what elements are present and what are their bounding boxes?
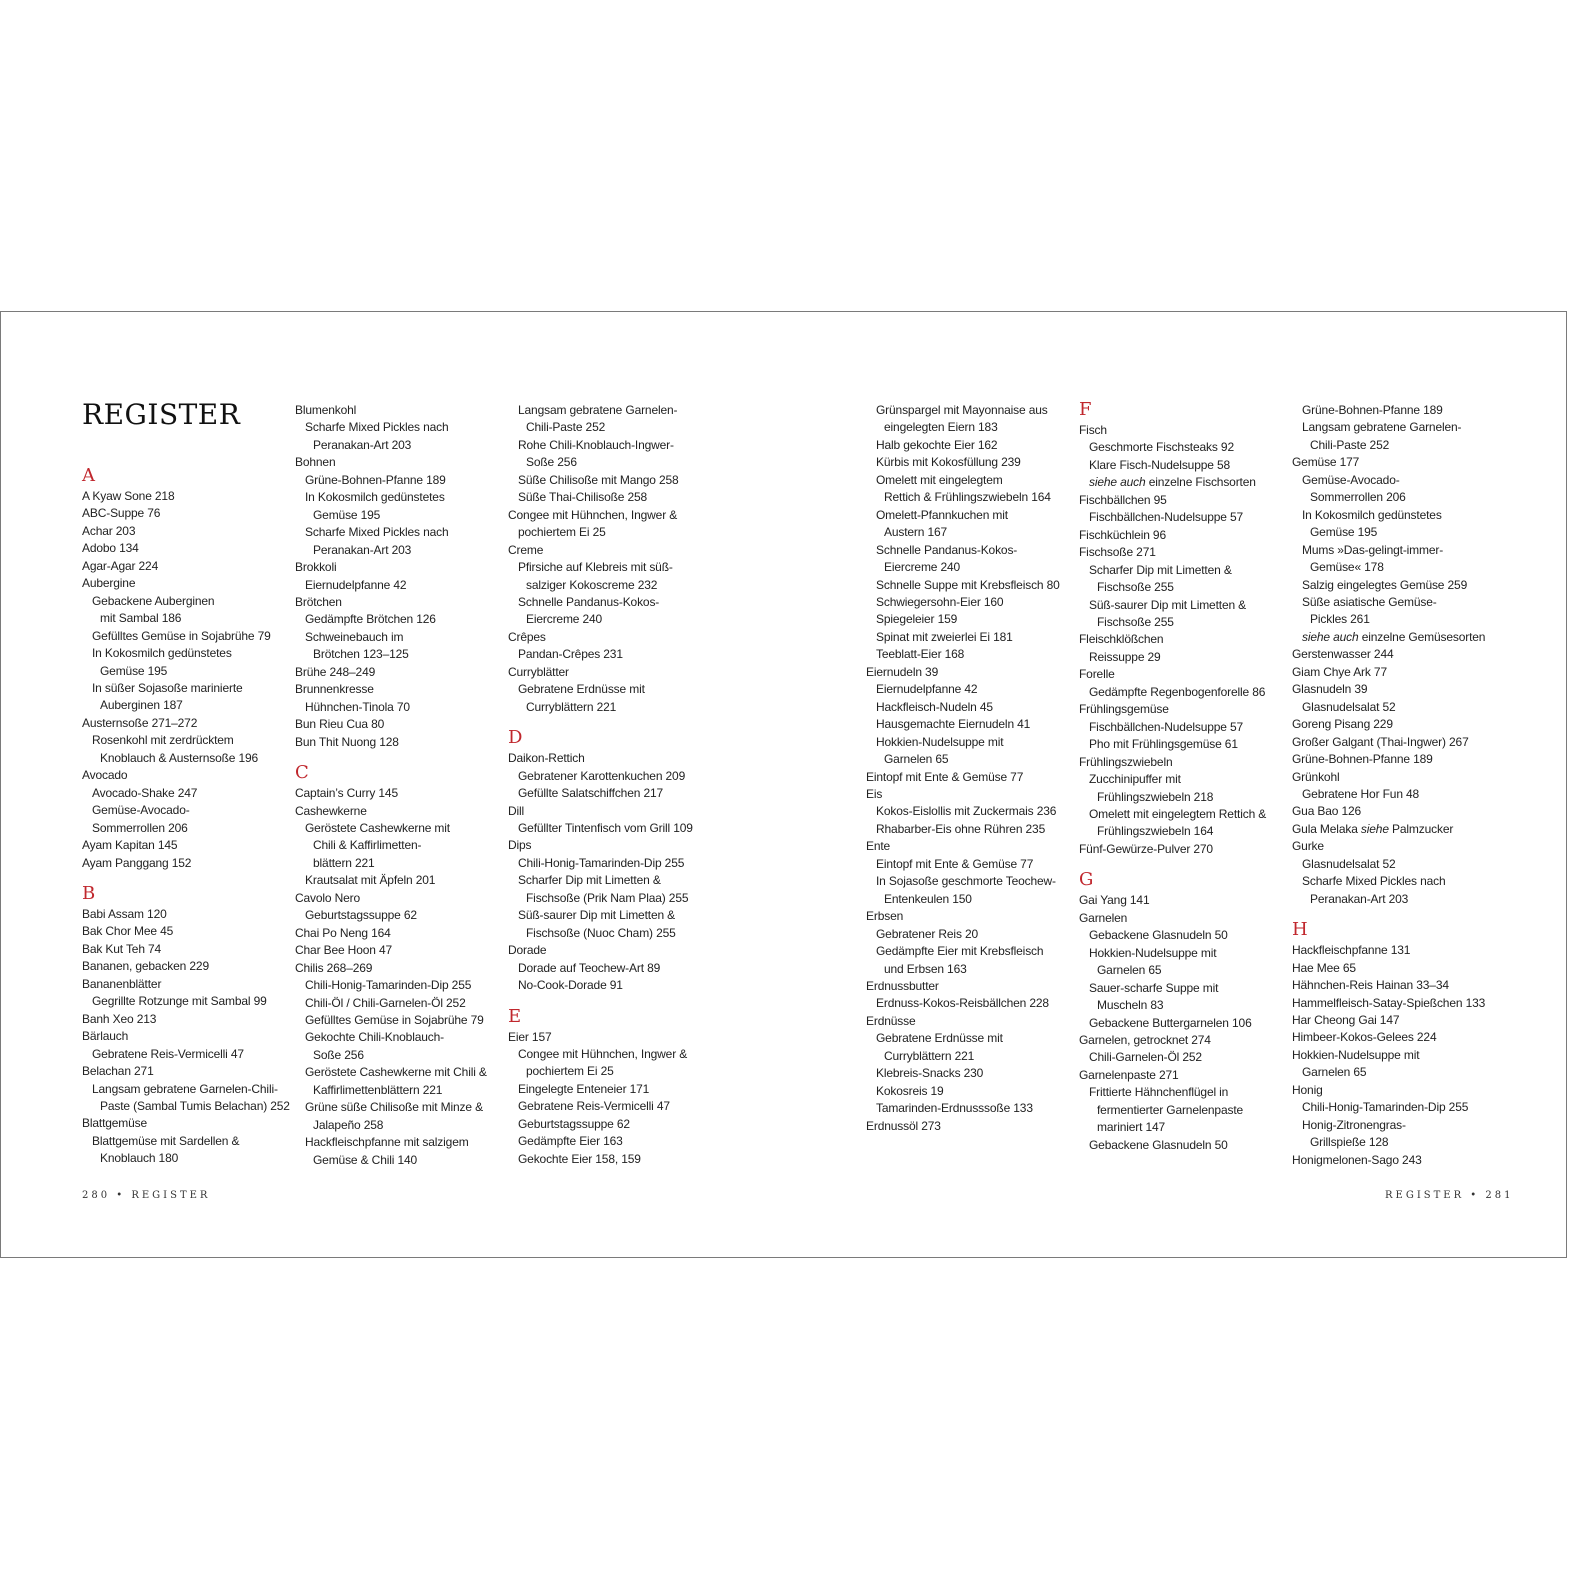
index-subentry: Geschmorte Fischsteaks 92: [1089, 440, 1234, 455]
index-subentry: Gedämpfte Regenbogenforelle 86: [1089, 684, 1266, 699]
index-subentry: Schweinebauch im: [305, 629, 404, 644]
index-subentry: Eiercreme 240: [526, 612, 603, 627]
index-entry: Gai Yang 141: [1079, 893, 1150, 908]
index-subentry: Gedämpfte Brötchen 126: [305, 612, 436, 627]
index-subentry: Pho mit Frühlingsgemüse 61: [1089, 737, 1238, 752]
index-subentry: Süße Chilisoße mit Mango 258: [518, 472, 679, 487]
index-entry: Agar-Agar 224: [82, 558, 159, 573]
index-entry: Curryblätter: [508, 664, 569, 679]
index-entry: Bun Thit Nuong 128: [295, 734, 399, 749]
index-subentry: Gebratene Hor Fun 48: [1302, 786, 1420, 801]
index-subentry: mit Sambal 186: [100, 611, 182, 626]
index-entry: Cashewkerne: [295, 803, 367, 818]
index-subentry: In süßer Sojasoße marinierte: [92, 680, 243, 695]
index-entry: Forelle: [1079, 667, 1115, 682]
index-entry: Gua Bao 126: [1292, 804, 1362, 819]
index-subentry: Süße asiatische Gemüse-: [1302, 594, 1437, 609]
section-letter: E: [508, 1005, 522, 1027]
index-entry: Fleischklößchen: [1079, 632, 1164, 647]
index-subentry: In Kokosmilch gedünstetes: [305, 490, 445, 505]
index-entry: Hähnchen-Reis Hainan 33–34: [1292, 978, 1449, 993]
index-entry: Honig: [1292, 1082, 1323, 1097]
index-subentry: Frühlingszwiebeln 164: [1097, 824, 1214, 839]
index-subentry: Eiernudelpfanne 42: [305, 577, 407, 592]
index-subentry: Hackfleisch-Nudeln 45: [876, 699, 993, 714]
index-subentry: Langsam gebratene Garnelen-: [1302, 420, 1462, 435]
index-entry: Bärlauch: [82, 1029, 129, 1044]
index-column-4: [866, 402, 1060, 1135]
index-subentry: Gekochte Chili-Knoblauch-: [305, 1030, 444, 1045]
index-subentry: Sommerrollen 206: [92, 820, 188, 835]
index-subentry: Geburtstagssuppe 62: [305, 908, 417, 923]
index-subentry: Scharfe Mixed Pickles nach: [1302, 874, 1446, 889]
index-subentry: Hokkien-Nudelsuppe mit: [876, 734, 1004, 749]
index-subentry: Teeblatt-Eier 168: [876, 647, 965, 662]
index-subentry: Chili-Honig-Tamarinden-Dip 255: [518, 855, 685, 870]
index-subentry: Fischsoße (Nuoc Cham) 255: [526, 925, 676, 940]
index-entry: Bohnen: [295, 455, 336, 470]
index-subentry: Fischbällchen-Nudelsuppe 57: [1089, 510, 1244, 525]
index-subentry: Gekochte Eier 158, 159: [518, 1151, 641, 1166]
index-entry: Eiernudeln 39: [866, 664, 939, 679]
index-entry: Ayam Panggang 152: [82, 855, 192, 870]
index-subentry: Gebackene Glasnudeln 50: [1089, 1137, 1228, 1152]
index-entry: Gerstenwasser 244: [1292, 647, 1394, 662]
index-entry: Brokkoli: [295, 560, 337, 575]
index-entry: Bananen, gebacken 229: [82, 959, 209, 974]
index-subentry: Gebratener Reis 20: [876, 926, 979, 941]
index-subentry: Kokos-Eislollis mit Zuckermais 236: [876, 804, 1057, 819]
index-subentry: Entenkeulen 150: [884, 891, 972, 906]
index-subentry: blättern 221: [313, 855, 375, 870]
index-subentry: Reissuppe 29: [1089, 649, 1161, 664]
index-subentry: Honig-Zitronengras-: [1302, 1117, 1406, 1132]
index-entry: Daikon-Rettich: [508, 751, 585, 766]
section-letter: D: [508, 727, 523, 749]
index-entry: Frühlingszwiebeln: [1079, 754, 1173, 769]
index-entry: Fünf-Gewürze-Pulver 270: [1079, 841, 1213, 856]
index-subentry: Chili-Garnelen-Öl 252: [1089, 1050, 1202, 1065]
index-subentry: Gegrillte Rotzunge mit Sambal 99: [92, 994, 267, 1009]
index-subentry: Hausgemachte Eiernudeln 41: [876, 717, 1031, 732]
index-subentry: und Erbsen 163: [884, 961, 967, 976]
index-subentry: Gemüse 195: [313, 507, 381, 522]
index-entry: Brötchen: [295, 594, 342, 609]
index-subentry: Omelett mit eingelegtem: [876, 472, 1003, 487]
index-subentry: Peranakan-Art 203: [1310, 891, 1409, 906]
index-subentry: siehe auch einzelne Gemüsesorten: [1302, 629, 1486, 644]
index-subentry: Gefülltes Gemüse in Sojabrühe 79: [305, 1012, 484, 1027]
index-subentry: Gefüllte Salatschiffchen 217: [518, 786, 664, 801]
index-subentry: Soße 256: [313, 1047, 364, 1062]
index-entry: Eier 157: [508, 1029, 552, 1044]
index-entry: ABC-Suppe 76: [82, 506, 161, 521]
index-entry: Fisch: [1079, 423, 1107, 437]
index-subentry: Avocado-Shake 247: [92, 785, 198, 800]
index-subentry: Chili & Kaffirlimetten-: [313, 838, 422, 853]
index-subentry: Eintopf mit Ente & Gemüse 77: [876, 856, 1034, 871]
index-subentry: Hühnchen-Tinola 70: [305, 699, 410, 714]
index-subentry: Paste (Sambal Tumis Belachan) 252: [100, 1098, 290, 1113]
index-entry: Bak Chor Mee 45: [82, 924, 174, 939]
index-entry: Großer Galgant (Thai-Ingwer) 267: [1292, 734, 1469, 749]
index-subentry: Austern 167: [884, 525, 948, 540]
index-subentry: Garnelen 65: [1097, 963, 1162, 978]
index-subentry: Pandan-Crêpes 231: [518, 647, 623, 662]
index-entry: Gula Melaka siehe Palmzucker: [1292, 821, 1454, 836]
index-entry: Belachan 271: [82, 1064, 154, 1079]
index-subentry: Auberginen 187: [100, 698, 183, 713]
index-subentry: Glasnudelsalat 52: [1302, 699, 1396, 714]
index-subentry: Eiercreme 240: [884, 560, 961, 575]
index-entry: Hae Mee 65: [1292, 960, 1356, 975]
index-subentry: Omelett-Pfannkuchen mit: [876, 507, 1008, 522]
index-entry: Hokkien-Nudelsuppe mit: [1292, 1047, 1420, 1062]
index-subentry: Scharfer Dip mit Limetten &: [1089, 562, 1232, 577]
index-subentry: Brötchen 123–125: [313, 647, 409, 662]
index-subentry: Erdnuss-Kokos-Reisbällchen 228: [876, 996, 1049, 1011]
index-subentry: Scharfer Dip mit Limetten &: [518, 873, 661, 888]
index-subentry: Garnelen 65: [1302, 1065, 1367, 1080]
index-entry: Blumenkohl: [295, 403, 357, 417]
index-subentry: Gedämpfte Eier 163: [518, 1134, 623, 1149]
index-subentry: Grillspieße 128: [1310, 1135, 1389, 1150]
index-subentry: Dorade auf Teochew-Art 89: [518, 960, 661, 975]
index-subentry: Jalapeño 258: [313, 1117, 384, 1132]
index-subentry: Gefülltes Gemüse in Sojabrühe 79: [92, 628, 271, 643]
index-subentry: Eingelegte Enteneier 171: [518, 1081, 650, 1096]
index-subentry: Kaffirlimettenblättern 221: [313, 1082, 443, 1097]
index-entry: Ente: [866, 839, 891, 854]
index-subentry: Schnelle Suppe mit Krebsfleisch 80: [876, 577, 1060, 592]
index-subentry: Gemüse« 178: [1310, 560, 1384, 575]
index-subentry: mariniert 147: [1097, 1120, 1166, 1135]
index-subentry: Rosenkohl mit zerdrücktem: [92, 733, 234, 748]
index-entry: Grüne-Bohnen-Pfanne 189: [1292, 752, 1433, 767]
index-entry: Goreng Pisang 229: [1292, 717, 1393, 732]
index-entry: Dorade: [508, 943, 547, 958]
index-subentry: Garnelen 65: [884, 752, 949, 767]
index-entry: Chai Po Neng 164: [295, 925, 391, 940]
index-entry: Garnelen, getrocknet 274: [1079, 1032, 1211, 1047]
index-subentry: Sommerrollen 206: [1310, 490, 1406, 505]
index-subentry: Gemüse 195: [1310, 525, 1378, 540]
index-subentry: Gemüse & Chili 140: [313, 1152, 418, 1167]
index-entry: Crêpes: [508, 629, 546, 644]
index-column-5: [1079, 400, 1266, 1154]
index-entry: Dill: [508, 803, 525, 818]
index-subentry: Fischsoße (Prik Nam Plaa) 255: [526, 890, 689, 905]
index-subentry: Chili-Honig-Tamarinden-Dip 255: [1302, 1100, 1469, 1115]
index-subentry: Curryblättern 221: [884, 1048, 975, 1063]
index-entry: Chilis 268–269: [295, 960, 373, 975]
index-entry: Erdnüsse: [866, 1013, 916, 1028]
index-subentry: Klebreis-Snacks 230: [876, 1066, 984, 1081]
index-subentry: Kokosreis 19: [876, 1083, 944, 1098]
index-column-6: [1292, 402, 1485, 1169]
index-subentry: Rohe Chili-Knoblauch-Ingwer-: [518, 437, 674, 452]
section-letter: G: [1079, 869, 1094, 891]
index-subentry: Rettich & Frühlingszwiebeln 164: [884, 490, 1051, 505]
section-letter: F: [1079, 399, 1092, 420]
index-subentry: Grünspargel mit Mayonnaise aus: [876, 403, 1048, 417]
index-entry: Adobo 134: [82, 541, 139, 556]
index-subentry: Omelett mit eingelegtem Rettich &: [1089, 806, 1267, 821]
index-entry: Hammelfleisch-Satay-Spießchen 133: [1292, 995, 1486, 1010]
index-entry: Glasnudeln 39: [1292, 682, 1368, 697]
index-subentry: Chili-Öl / Chili-Garnelen-Öl 252: [305, 995, 466, 1010]
index-subentry: Schwiegersohn-Eier 160: [876, 594, 1004, 609]
index-subentry: Chili-Honig-Tamarinden-Dip 255: [305, 978, 472, 993]
index-entry: Frühlingsgemüse: [1079, 702, 1169, 717]
index-entry: Aubergine: [82, 576, 136, 591]
index-subentry: Gedämpfte Eier mit Krebsfleisch: [876, 944, 1044, 959]
index-subentry: Gebackene Buttergarnelen 106: [1089, 1015, 1252, 1030]
index-subentry: pochiertem Ei 25: [518, 525, 606, 540]
page-title: REGISTER: [82, 398, 241, 431]
index-subentry: Spinat mit zweierlei Ei 181: [876, 629, 1013, 644]
index-subentry: Grüne-Bohnen-Pfanne 189: [1302, 403, 1443, 417]
index-subentry: Süße Thai-Chilisoße 258: [518, 490, 648, 505]
index-entry: Achar 203: [82, 523, 136, 538]
index-subentry: Muscheln 83: [1097, 998, 1164, 1013]
index-subentry: Geburtstagssuppe 62: [518, 1116, 630, 1131]
index-subentry: Zucchinipuffer mit: [1089, 772, 1181, 787]
index-subentry: Gebratene Reis-Vermicelli 47: [92, 1046, 244, 1061]
index-entry: Himbeer-Kokos-Gelees 224: [1292, 1030, 1437, 1045]
section-letter: A: [82, 465, 95, 486]
folio-left: 280 • REGISTER: [82, 1190, 211, 1201]
index-entry: Austernsoße 271–272: [82, 715, 198, 730]
index-subentry: Pickles 261: [1310, 612, 1370, 627]
index-entry: Honigmelonen-Sago 243: [1292, 1152, 1422, 1167]
index-subentry: Scharfe Mixed Pickles nach: [305, 525, 449, 540]
index-entry: Ayam Kapitan 145: [82, 838, 178, 853]
index-subentry: Gemüse-Avocado-: [1302, 472, 1400, 487]
index-entry: Grünkohl: [1292, 769, 1340, 784]
index-entry: Brunnenkresse: [295, 682, 374, 697]
index-subentry: Frittierte Hähnchenflügel in: [1089, 1085, 1229, 1100]
index-column-1: [82, 466, 290, 1168]
index-subentry: Rhabarber-Eis ohne Rühren 235: [876, 821, 1046, 836]
index-subentry: pochiertem Ei 25: [526, 1064, 614, 1079]
index-subentry: eingelegten Eiern 183: [884, 420, 998, 435]
index-subentry: Grüne-Bohnen-Pfanne 189: [305, 472, 446, 487]
index-subentry: Schnelle Pandanus-Kokos-: [876, 542, 1018, 557]
index-subentry: Peranakan-Art 203: [313, 542, 412, 557]
index-subentry: siehe auch einzelne Fischsorten: [1089, 475, 1256, 490]
index-subentry: Geröstete Cashewkerne mit Chili &: [305, 1065, 487, 1080]
index-entry: Garnelenpaste 271: [1079, 1067, 1179, 1082]
index-subentry: Sauer-scharfe Suppe mit: [1089, 980, 1219, 995]
index-entry: Garnelen: [1079, 910, 1128, 925]
index-entry: Brühe 248–249: [295, 664, 376, 679]
index-subentry: Fischsoße 255: [1097, 580, 1174, 595]
index-entry: Banh Xeo 213: [82, 1011, 157, 1026]
index-subentry: Mums »Das-gelingt-immer-: [1302, 542, 1444, 557]
index-entry: Eis: [866, 786, 883, 801]
index-subentry: Blattgemüse mit Sardellen &: [92, 1133, 240, 1148]
index-subentry: Peranakan-Art 203: [313, 437, 412, 452]
index-subentry: Fischbällchen-Nudelsuppe 57: [1089, 719, 1244, 734]
index-subentry: Chili-Paste 252: [1310, 437, 1390, 452]
index-subentry: Gebratene Erdnüsse mit: [876, 1031, 1003, 1046]
index-subentry: Süß-saurer Dip mit Limetten &: [518, 908, 676, 923]
index-entry: Dips: [508, 838, 532, 853]
section-letter: C: [295, 762, 309, 784]
index-entry: Fischbällchen 95: [1079, 492, 1167, 507]
index-subentry: Hokkien-Nudelsuppe mit: [1089, 945, 1217, 960]
index-subentry: Klare Fisch-Nudelsuppe 58: [1089, 457, 1230, 472]
index-entry: Avocado: [82, 768, 128, 783]
index-entry: Erdnussbutter: [866, 978, 939, 993]
folio-right: REGISTER • 281: [1385, 1190, 1514, 1201]
index-subentry: Congee mit Hühnchen, Ingwer &: [518, 1046, 688, 1061]
index-subentry: Knoblauch & Austernsoße 196: [100, 750, 259, 765]
index-subentry: Gemüse 195: [100, 663, 168, 678]
index-subentry: Hackfleischpfanne mit salzigem: [305, 1135, 469, 1150]
index-subentry: Gebratener Karottenkuchen 209: [518, 768, 686, 783]
index-subentry: In Sojasoße geschmorte Teochew-: [876, 874, 1056, 889]
index-entry: Cavolo Nero: [295, 890, 361, 905]
index-entry: Erdnussöl 273: [866, 1118, 941, 1133]
index-entry: Giam Chye Ark 77: [1292, 664, 1387, 679]
index-subentry: Gemüse-Avocado-: [92, 803, 190, 818]
index-subentry: In Kokosmilch gedünstetes: [92, 646, 232, 661]
index-entry: Bun Rieu Cua 80: [295, 717, 385, 732]
index-subentry: Schnelle Pandanus-Kokos-: [518, 594, 660, 609]
index-subentry: Scharfe Mixed Pickles nach: [305, 420, 449, 435]
index-subentry: Langsam gebratene Garnelen-Chili-: [92, 1081, 278, 1096]
index-subentry: Fischsoße 255: [1097, 614, 1174, 629]
section-letter: H: [1292, 919, 1308, 941]
index-subentry: Geröstete Cashewkerne mit: [305, 820, 450, 835]
index-entry: Eintopf mit Ente & Gemüse 77: [866, 769, 1024, 784]
index-subentry: Gebratene Erdnüsse mit: [518, 682, 645, 697]
index-subentry: Frühlingszwiebeln 218: [1097, 789, 1214, 804]
index-entry: Blattgemüse: [82, 1116, 148, 1131]
index-entry: Hackfleischpfanne 131: [1292, 943, 1411, 958]
index-entry: Congee mit Hühnchen, Ingwer &: [508, 507, 678, 522]
index-subentry: Salzig eingelegtes Gemüse 259: [1302, 577, 1468, 592]
index-subentry: Gebackene Glasnudeln 50: [1089, 928, 1228, 943]
index-subentry: Halb gekochte Eier 162: [876, 437, 998, 452]
index-subentry: Pfirsiche auf Klebreis mit süß-: [518, 560, 673, 575]
index-subentry: Krautsalat mit Äpfeln 201: [305, 873, 436, 888]
index-subentry: Gebratene Reis-Vermicelli 47: [518, 1099, 670, 1114]
index-subentry: Gefüllter Tintenfisch vom Grill 109: [518, 820, 693, 835]
index-subentry: Soße 256: [526, 455, 577, 470]
index-subentry: Tamarinden-Erdnusssoße 133: [876, 1101, 1033, 1116]
index-subentry: salziger Kokoscreme 232: [526, 577, 658, 592]
index-entry: Har Cheong Gai 147: [1292, 1012, 1400, 1027]
index-entry: Bak Kut Teh 74: [82, 941, 162, 956]
index-entry: Captain’s Curry 145: [295, 786, 398, 801]
index-subentry: Curryblättern 221: [526, 699, 617, 714]
index-entry: Gurke: [1292, 839, 1324, 854]
index-subentry: Glasnudelsalat 52: [1302, 856, 1396, 871]
index-subentry: In Kokosmilch gedünstetes: [1302, 507, 1442, 522]
index-subentry: Chili-Paste 252: [526, 420, 606, 435]
index-subentry: fermentierter Garnelenpaste: [1097, 1102, 1244, 1117]
index-subentry: Süß-saurer Dip mit Limetten &: [1089, 597, 1247, 612]
index-column-2: [295, 402, 487, 1169]
index-entry: Fischküchlein 96: [1079, 527, 1166, 542]
index-subentry: Spiegeleier 159: [876, 612, 958, 627]
index-subentry: Grüne süße Chilisoße mit Minze &: [305, 1100, 483, 1115]
index-entry: Erbsen: [866, 909, 904, 924]
index-subentry: No-Cook-Dorade 91: [518, 978, 623, 993]
section-letter: B: [82, 882, 96, 904]
index-column-3: [508, 402, 693, 1168]
index-entry: Creme: [508, 542, 544, 557]
index-subentry: Kürbis mit Kokosfüllung 239: [876, 455, 1021, 470]
index-entry: Gemüse 177: [1292, 455, 1360, 470]
index-entry: Char Bee Hoon 47: [295, 943, 392, 958]
index-entry: Babi Assam 120: [82, 906, 167, 921]
index-subentry: Gebackene Auberginen: [92, 593, 215, 608]
index-subentry: Eiernudelpfanne 42: [876, 682, 978, 697]
index-subentry: Knoblauch 180: [100, 1151, 179, 1166]
index-entry: Bananenblätter: [82, 976, 162, 991]
index-entry: Fischsoße 271: [1079, 545, 1156, 560]
index-entry: A Kyaw Sone 218: [82, 489, 175, 503]
index-subentry: Langsam gebratene Garnelen-: [518, 403, 678, 417]
